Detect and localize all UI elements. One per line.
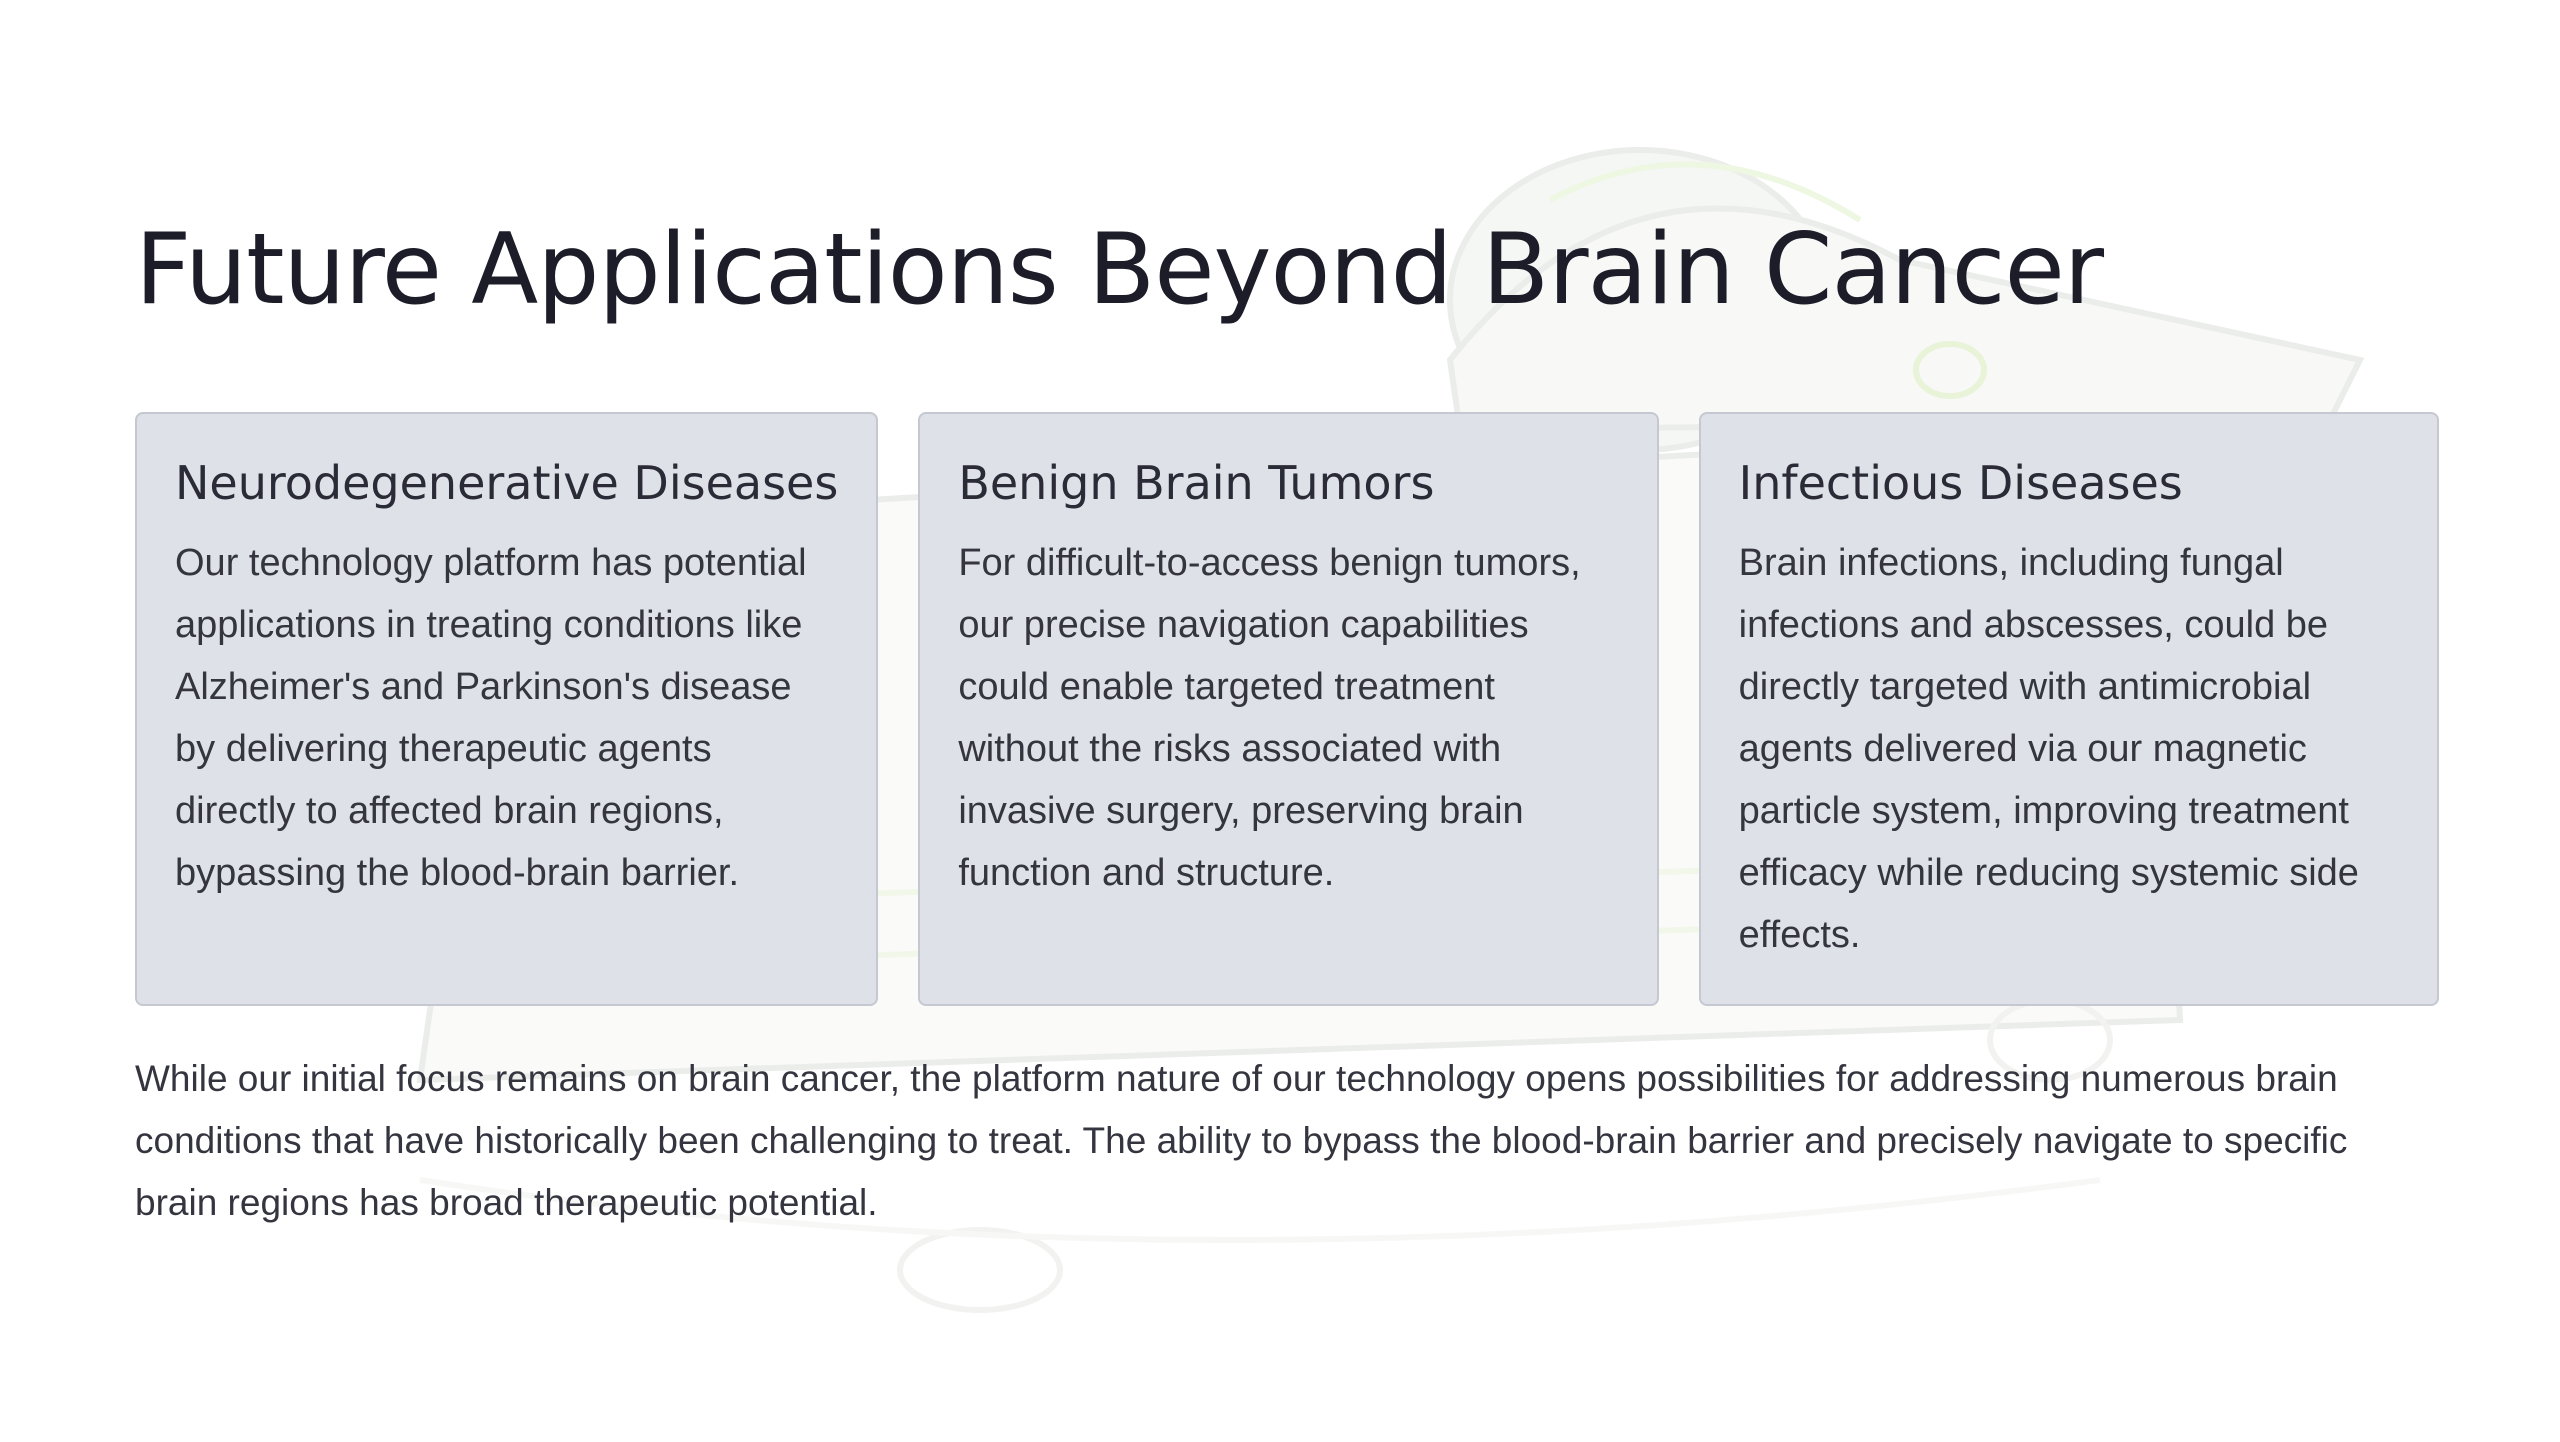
card-body: Brain infections, including fungal infections and abscesses, could be directly targeted with antimicrobial agents delivered via our magnetic particle system, improving treatment efficacy while reducing systemic side effects. bbox=[1738, 542, 2359, 956]
card-body: For difficult-to-access benign tumors, our precise navigation capabilities could enable targeted treatment without the risks associated with invasive surgery, preserving brain function and structure. bbox=[958, 542, 1581, 894]
page-title: Future Applications Beyond Brain Cancer bbox=[135, 213, 2104, 327]
application-cards bbox=[135, 412, 2439, 1006]
card-benign-tumors bbox=[918, 412, 1658, 1006]
card-title: Neurodegenerative Diseases bbox=[175, 456, 839, 510]
card-infectious bbox=[1699, 412, 2439, 1006]
card-title: Benign Brain Tumors bbox=[958, 456, 1435, 510]
card-neurodegenerative bbox=[135, 412, 878, 1006]
card-body: Our technology platform has potential applications in treating conditions like Alzheimer's and Parkinson's disease by delivering therapeutic agents directly to affected brain regions, bypassing the blood-brain barrier. bbox=[175, 542, 807, 894]
card-title: Infectious Diseases bbox=[1738, 456, 2183, 510]
summary-paragraph: While our initial focus remains on brain cancer, the platform nature of our technology opens possibilities for addressing numerous brain conditions that have historically been challenging to treat. The ability to bypass the blood-brain barrier and precisely navigate to specific brain regions has broad therapeutic potential. bbox=[135, 1058, 2348, 1223]
